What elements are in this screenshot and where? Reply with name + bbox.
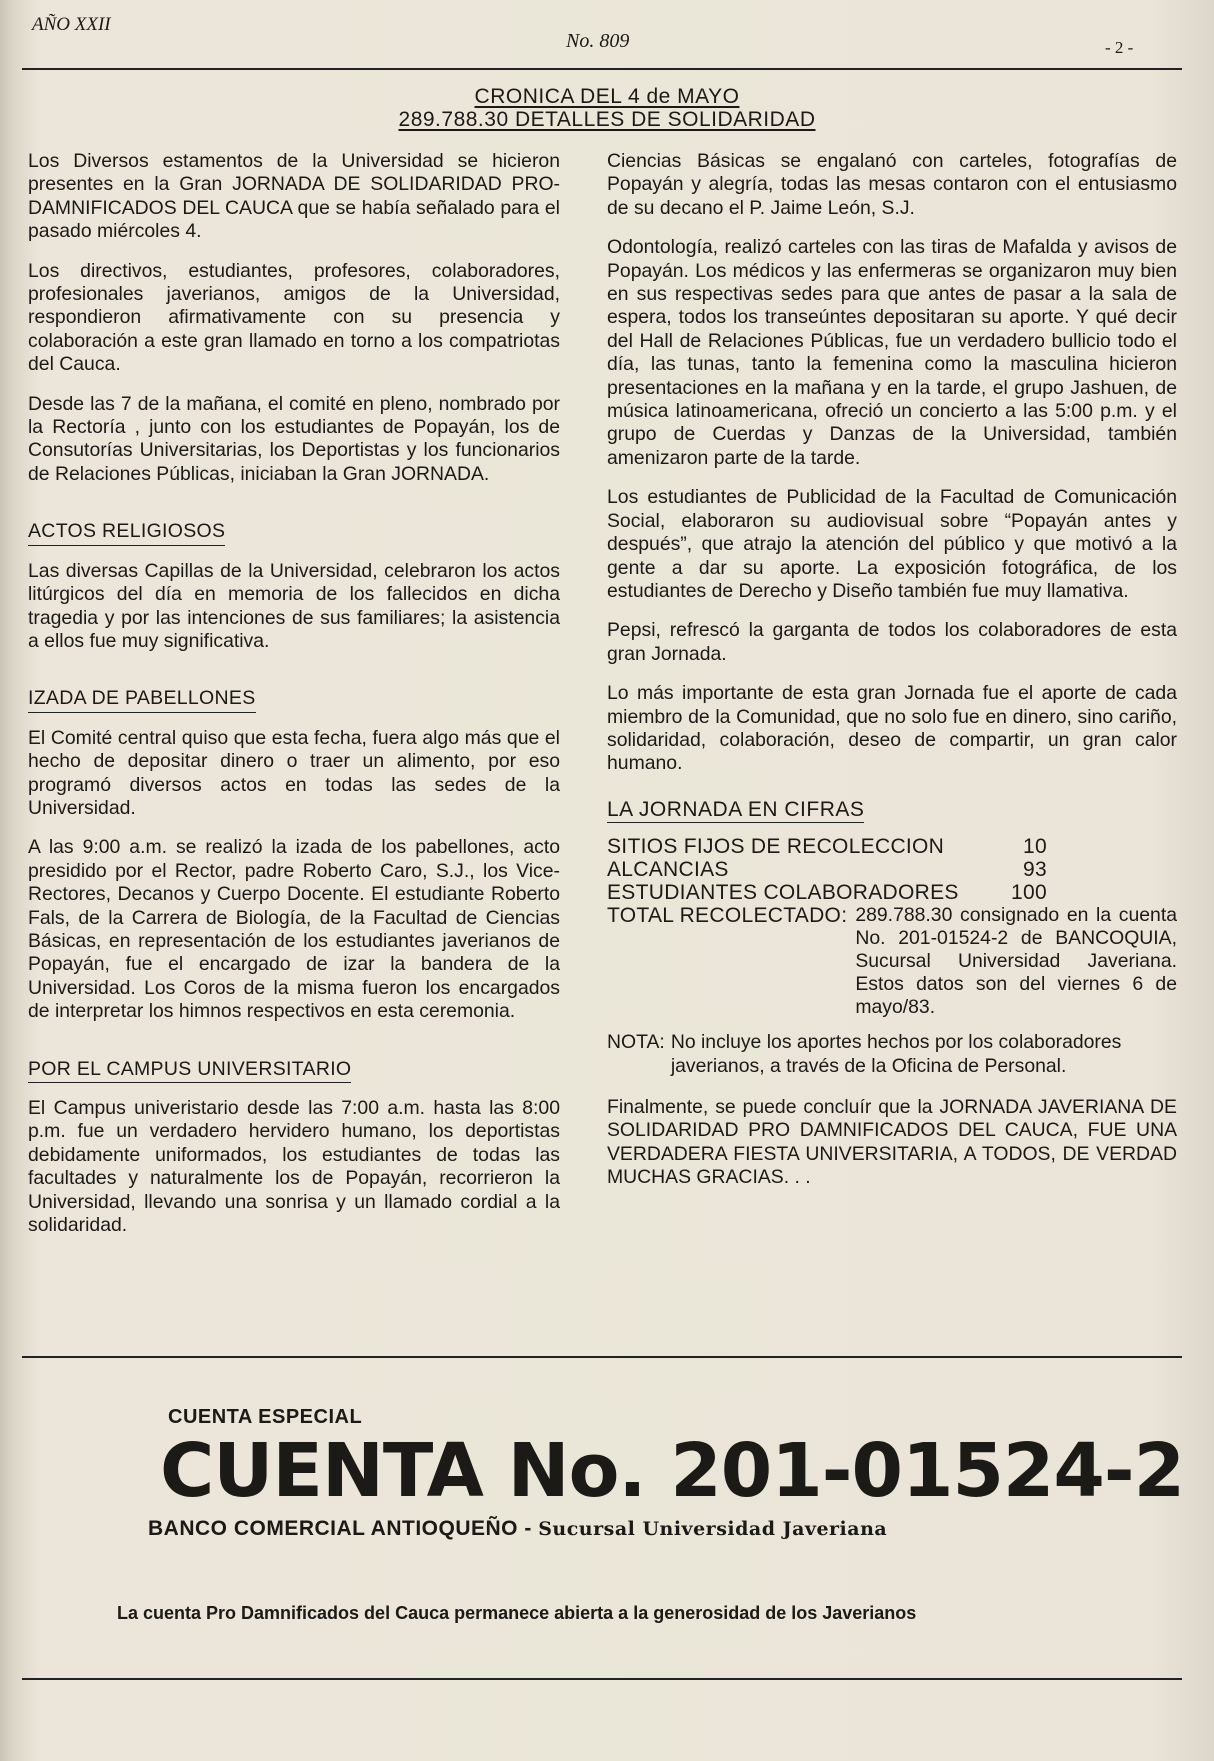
paragraph: Odontología, realizó carteles con las tiras de Mafalda y avisos de Popayán. Los médicos y las enfermeras se organizaron muy bien en sus respectivas sedes para que antes de pasar a la sala de espera, todos los transeúntes depositaran su aporte. Y qué decir del Hall de Relaciones Públicas, fue un verdadero bullicio todo el día, las tunas, tanto la femenina como la masculina hicieron presentaciones en la mañana y en la tarde, el grupo Jashuen, de música latinoamericana, ofreció un concierto a las 5:00 p.m. y el grupo de Cuerdas y Danzas de la Universidad, también amenizaron parte de la tarde. [607, 236, 1177, 469]
headline-line-2: 289.788.30 DETALLES DE SOLIDARIDAD [398, 108, 816, 131]
paragraph: Desde las 7 de la mañana, el comité en pleno, nombrado por la Rectoría , junto con los estudiantes de Popayán, los de Consutorías Universitarias, los Deportistas y los funcionarios de Relaciones Públicas, iniciaban la Gran JORNADA. [28, 392, 560, 485]
total-value: 289.788.30 consignado en la cuenta No. 201-01524-2 de BANCOQUIA, Sucursal Universidad Javeriana. Estos datos son del viernes 6 de mayo/83. [855, 904, 1177, 1019]
ad-note: La cuenta Pro Damnificados del Cauca permanece abierta a la generosidad de los Javerianos [117, 1603, 917, 1623]
cifras-value: 93 [1023, 858, 1047, 882]
nota [607, 1031, 1177, 1078]
bank-separator: - [524, 1517, 532, 1540]
nota-text: No incluye los aportes hechos por los colaboradores javerianos, a través de la Oficina de Personal. [670, 1031, 1122, 1077]
section-heading-campus: POR EL CAMPUS UNIVERSITARIO [28, 1058, 351, 1083]
paragraph: Los Diversos estamentos de la Universidad se hicieron presentes en la Gran JORNADA DE SOLIDARIDAD PRO-DAMNIFICADOS DEL CAUCA que se había señalado para el pasado miércoles 4. [28, 150, 560, 243]
paragraph: Los estudiantes de Publicidad de la Facultad de Comunicación Social, elaboraron su audiovisual sobre “Popayán antes y después”, que atrajo la atención del público y que motivó a la gente a dar su aporte. La exposición fotográfica, de los estudiantes de Derecho y Diseño también fue muy llamativa. [607, 486, 1177, 602]
cifras-label: ESTUDIANTES COLABORADORES [607, 881, 959, 905]
cifras-row [607, 835, 1047, 858]
paragraph: Ciencias Básicas se engalanó con carteles, fotografías de Popayán y alegría, todas las mesas contaron con el entusiasmo de su decano el P. Jaime León, S.J. [607, 150, 1177, 219]
cifras-label: ALCANCIAS [607, 858, 729, 882]
paragraph: Los directivos, estudiantes, profesores, colaboradores, profesionales javerianos, amigos de la Universidad, respondieron afirmativamente con su presencia y colaboración a este gran llamado en torno a los compatriotas del Cauca. [28, 259, 560, 376]
cifras-heading: LA JORNADA EN CIFRAS [607, 798, 864, 823]
ad-subtitle: CUENTA ESPECIAL [168, 1406, 363, 1428]
cifras-table [607, 835, 1177, 904]
total-label: TOTAL RECOLECTADO: [607, 904, 848, 928]
issue-number: No. 809 [566, 30, 630, 52]
cifras-value: 100 [1011, 881, 1047, 905]
bank-name: BANCO COMERCIAL ANTIOQUEÑO [148, 1517, 518, 1540]
section-heading-actos-religiosos: ACTOS RELIGIOSOS [28, 520, 225, 545]
header-rule [22, 68, 1182, 70]
total-recolectado [607, 904, 1177, 1019]
page-number: - 2 - [1105, 38, 1134, 57]
paragraph: A las 9:00 a.m. se realizó la izada de los pabellones, acto presidido por el Rector, padre Roberto Caro, S.J., los Vice-Rectores, Decanos y Cuerpo Docente. El estudiante Roberto Fals, de la Carrera de Biología, de la Facultad de Ciencias Básicas, en representación de los estudiantes javerianos de Popayán, fue el encargado de izar la bandera de la Universidad. Los Coros de la misma fueron los encargados de interpretar los himnos respectivos en esta ceremonia. [28, 836, 560, 1023]
cifras-row [607, 858, 1047, 881]
bank-branch: Sucursal Universidad Javeriana [538, 1518, 888, 1540]
section-heading-izada: IZADA DE PABELLONES [28, 687, 256, 712]
paragraph: Pepsi, refrescó la garganta de todos los colaboradores de esta gran Jornada. [607, 619, 1177, 665]
headline-line-1: CRONICA DEL 4 de MAYO [474, 85, 740, 108]
cifras-row [607, 881, 1047, 904]
left-column [28, 150, 560, 1253]
ad-bank-line [148, 1517, 887, 1541]
ad-bottom-rule [22, 1678, 1182, 1680]
paragraph: El Comité central quiso que esta fecha, fuera algo más que el hecho de depositar dinero o traer un alimento, por eso programó diversos actos en todas las sedes de la Universidad. [28, 726, 560, 819]
nota-label: NOTA: [607, 1031, 665, 1054]
paragraph: Finalmente, se puede concluír que la JORNADA JAVERIANA DE SOLIDARIDAD PRO DAMNIFICADOS DEL CAUCA, FUE UNA VERDADERA FIESTA UNIVERSITARIA, A TODOS, DE VERDAD MUCHAS GRACIAS. . . [607, 1095, 1177, 1189]
paragraph: Lo más importante de esta gran Jornada fue el aporte de cada miembro de la Comunidad, que no solo fue en dinero, sino cariño, solidaridad, colaboración, deseo de compartir, un gran calor humano. [607, 682, 1177, 775]
paragraph: El Campus univeristario desde las 7:00 a.m. hasta las 8:00 p.m. fue un verdadero hervidero humano, los deportistas debidamente uniformados, los estudiantes de todas las facultades y naturalmente los de Popayán, recorrieron la Universidad, llevando una sonrisa y un llamado cordial a la solidaridad. [28, 1097, 560, 1237]
year-label: AÑO XXII [32, 14, 111, 35]
ad-top-rule [22, 1356, 1182, 1358]
cifras-value: 10 [1023, 835, 1047, 859]
ad-account-number: CUENTA No. 201-01524-2 [160, 1428, 1185, 1514]
paragraph: Las diversas Capillas de la Universidad, celebraron los actos litúrgicos del día en memoria de los fallecidos en dicha tragedia y por las intenciones de sus familiares; la asistencia a ellos fue muy significativa. [28, 559, 560, 652]
cifras-label: SITIOS FIJOS DE RECOLECCION [607, 835, 945, 859]
right-column [607, 150, 1177, 1206]
